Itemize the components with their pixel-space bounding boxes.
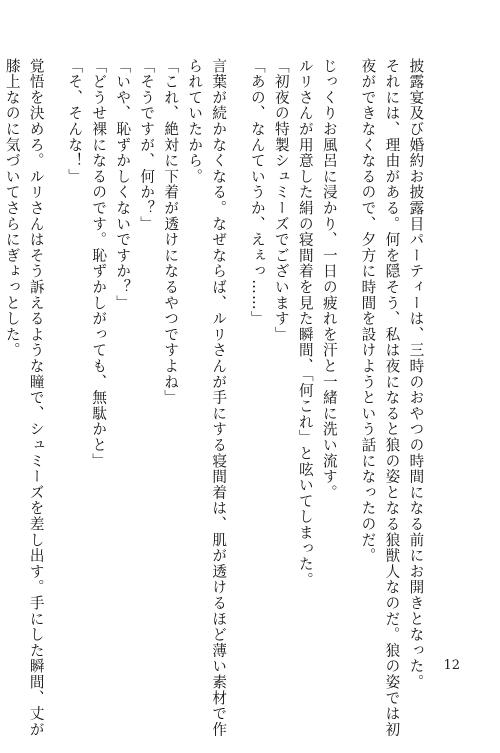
- dialogue-line: 「そうですが、何か？」: [138, 58, 156, 232]
- dialogue-line: 「これ、絶対に下着が透けになるやつですよね」: [162, 58, 180, 406]
- text-line: 披露宴及び婚約お披露目パーティーは、三時のおやつの時間になる前にお開きとなった。: [407, 58, 425, 690]
- text-line: じっくりお風呂に浸かり、一日の疲れを汗と一緒に洗い流す。: [320, 58, 338, 501]
- dialogue-line: 「そ、そんな！」: [66, 58, 84, 185]
- dialogue-line: 「初夜の特製シュミーズでございます」: [272, 58, 290, 343]
- body-text: [3, 58, 442, 738]
- dialogue-line: 「どうせ裸になるのです。恥ずかしがっても、無駄かと」: [90, 58, 108, 469]
- text-line: それには、理由がある。何を隠そう、私は夜になると狼の姿となる狼獣人なのだ。狼の姿では初: [383, 58, 401, 738]
- text-line: ルリさんが用意した絹の寝間着を見た瞬間、「何これ」と呟いてしまった。: [296, 58, 314, 588]
- text-line: 覚悟を決めろ。ルリさんはそう訴えるような瞳で、シュミーズを差し出す。手にした瞬間、丈が: [27, 58, 45, 738]
- text-line: 膝上なのに気づいてさらにぎょっとした。: [3, 58, 21, 359]
- text-line: られていたから。: [186, 58, 204, 185]
- text-line: 夜ができなくなるので、夕方に時間を設けようという話になったのだ。: [359, 58, 377, 564]
- dialogue-line: 「いや、恥ずかしくないですか？」: [114, 58, 132, 311]
- dialogue-line: 「あの、なんていうか、えぇっ……」: [248, 58, 266, 327]
- page-number: 12: [443, 658, 460, 673]
- text-line: 言葉が続かなくなる。なぜならば、ルリさんが手にする寝間着は、肌が透けるほど薄い素材で作: [210, 58, 228, 738]
